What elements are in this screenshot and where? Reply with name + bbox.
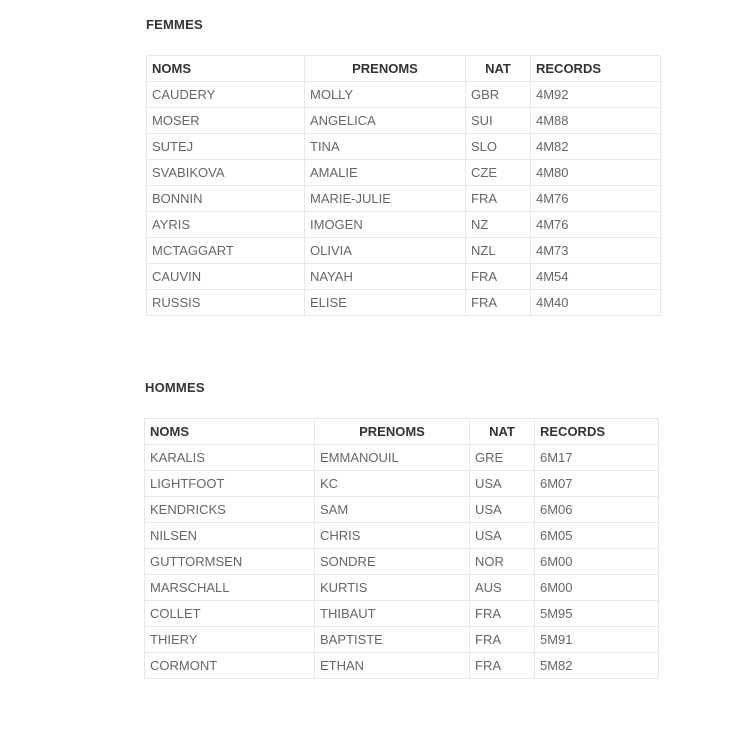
record-cell: 6M00 [535,575,659,601]
nom-cell: SVABIKOVA [147,160,305,186]
record-cell: 4M40 [531,290,661,316]
nom-cell: GUTTORMSEN [145,549,315,575]
record-cell: 4M76 [531,212,661,238]
table-row [147,290,661,316]
table-row [145,445,659,471]
hommes-section-title: HOMMES [145,380,205,395]
nom-cell: COLLET [145,601,315,627]
prenom-cell: BAPTISTE [315,627,470,653]
record-cell: 6M05 [535,523,659,549]
record-cell: 6M00 [535,549,659,575]
nat-cell: FRA [466,290,531,316]
table-row [145,549,659,575]
nom-cell: KARALIS [145,445,315,471]
nom-cell: NILSEN [145,523,315,549]
nom-cell: RUSSIS [147,290,305,316]
record-cell: 4M73 [531,238,661,264]
prenom-cell: ELISE [305,290,466,316]
nat-cell: FRA [466,264,531,290]
nat-cell: FRA [466,186,531,212]
record-cell: 4M80 [531,160,661,186]
nat-cell: USA [470,497,535,523]
record-cell: 6M17 [535,445,659,471]
table-header-row [147,56,661,82]
record-cell: 4M82 [531,134,661,160]
prenom-cell: CHRIS [315,523,470,549]
column-header-noms: NOMS [147,56,305,82]
table-row [147,82,661,108]
nom-cell: MCTAGGART [147,238,305,264]
femmes-section-title: FEMMES [146,17,203,32]
column-header-records: RECORDS [535,419,659,445]
table-row [145,523,659,549]
table-row [147,264,661,290]
prenom-cell: AMALIE [305,160,466,186]
prenom-cell: ETHAN [315,653,470,679]
table-row [147,134,661,160]
table-row [147,108,661,134]
nat-cell: CZE [466,160,531,186]
record-cell: 5M82 [535,653,659,679]
nat-cell: FRA [470,627,535,653]
record-cell: 4M88 [531,108,661,134]
femmes-records-table [146,55,661,316]
table-row [147,238,661,264]
record-cell: 4M76 [531,186,661,212]
prenom-cell: ANGELICA [305,108,466,134]
table-row [145,575,659,601]
nat-cell: NOR [470,549,535,575]
nom-cell: MOSER [147,108,305,134]
column-header-records: RECORDS [531,56,661,82]
record-cell: 5M95 [535,601,659,627]
table-row [147,186,661,212]
table-header-row [145,419,659,445]
table-row [145,471,659,497]
nom-cell: BONNIN [147,186,305,212]
column-header-prenoms: PRENOMS [315,419,470,445]
nom-cell: KENDRICKS [145,497,315,523]
record-cell: 4M54 [531,264,661,290]
nat-cell: FRA [470,601,535,627]
table-row [145,627,659,653]
prenom-cell: KC [315,471,470,497]
table-row [145,601,659,627]
table-row [145,653,659,679]
record-cell: 6M07 [535,471,659,497]
nom-cell: CAUDERY [147,82,305,108]
hommes-records-table [144,418,659,679]
nom-cell: LIGHTFOOT [145,471,315,497]
nat-cell: GRE [470,445,535,471]
nat-cell: GBR [466,82,531,108]
nat-cell: NZL [466,238,531,264]
nom-cell: CAUVIN [147,264,305,290]
nat-cell: USA [470,523,535,549]
prenom-cell: IMOGEN [305,212,466,238]
record-cell: 6M06 [535,497,659,523]
table-row [145,497,659,523]
nat-cell: AUS [470,575,535,601]
prenom-cell: SONDRE [315,549,470,575]
column-header-prenoms: PRENOMS [305,56,466,82]
nat-cell: SUI [466,108,531,134]
table-row [147,160,661,186]
nom-cell: THIERY [145,627,315,653]
prenom-cell: EMMANOUIL [315,445,470,471]
column-header-nat: NAT [466,56,531,82]
column-header-nat: NAT [470,419,535,445]
prenom-cell: KURTIS [315,575,470,601]
nat-cell: USA [470,471,535,497]
prenom-cell: NAYAH [305,264,466,290]
record-cell: 4M92 [531,82,661,108]
record-cell: 5M91 [535,627,659,653]
nat-cell: SLO [466,134,531,160]
prenom-cell: OLIVIA [305,238,466,264]
nom-cell: SUTEJ [147,134,305,160]
nom-cell: AYRIS [147,212,305,238]
prenom-cell: SAM [315,497,470,523]
nat-cell: NZ [466,212,531,238]
prenom-cell: MOLLY [305,82,466,108]
prenom-cell: THIBAUT [315,601,470,627]
nom-cell: CORMONT [145,653,315,679]
table-row [147,212,661,238]
nat-cell: FRA [470,653,535,679]
column-header-noms: NOMS [145,419,315,445]
nom-cell: MARSCHALL [145,575,315,601]
prenom-cell: TINA [305,134,466,160]
prenom-cell: MARIE-JULIE [305,186,466,212]
